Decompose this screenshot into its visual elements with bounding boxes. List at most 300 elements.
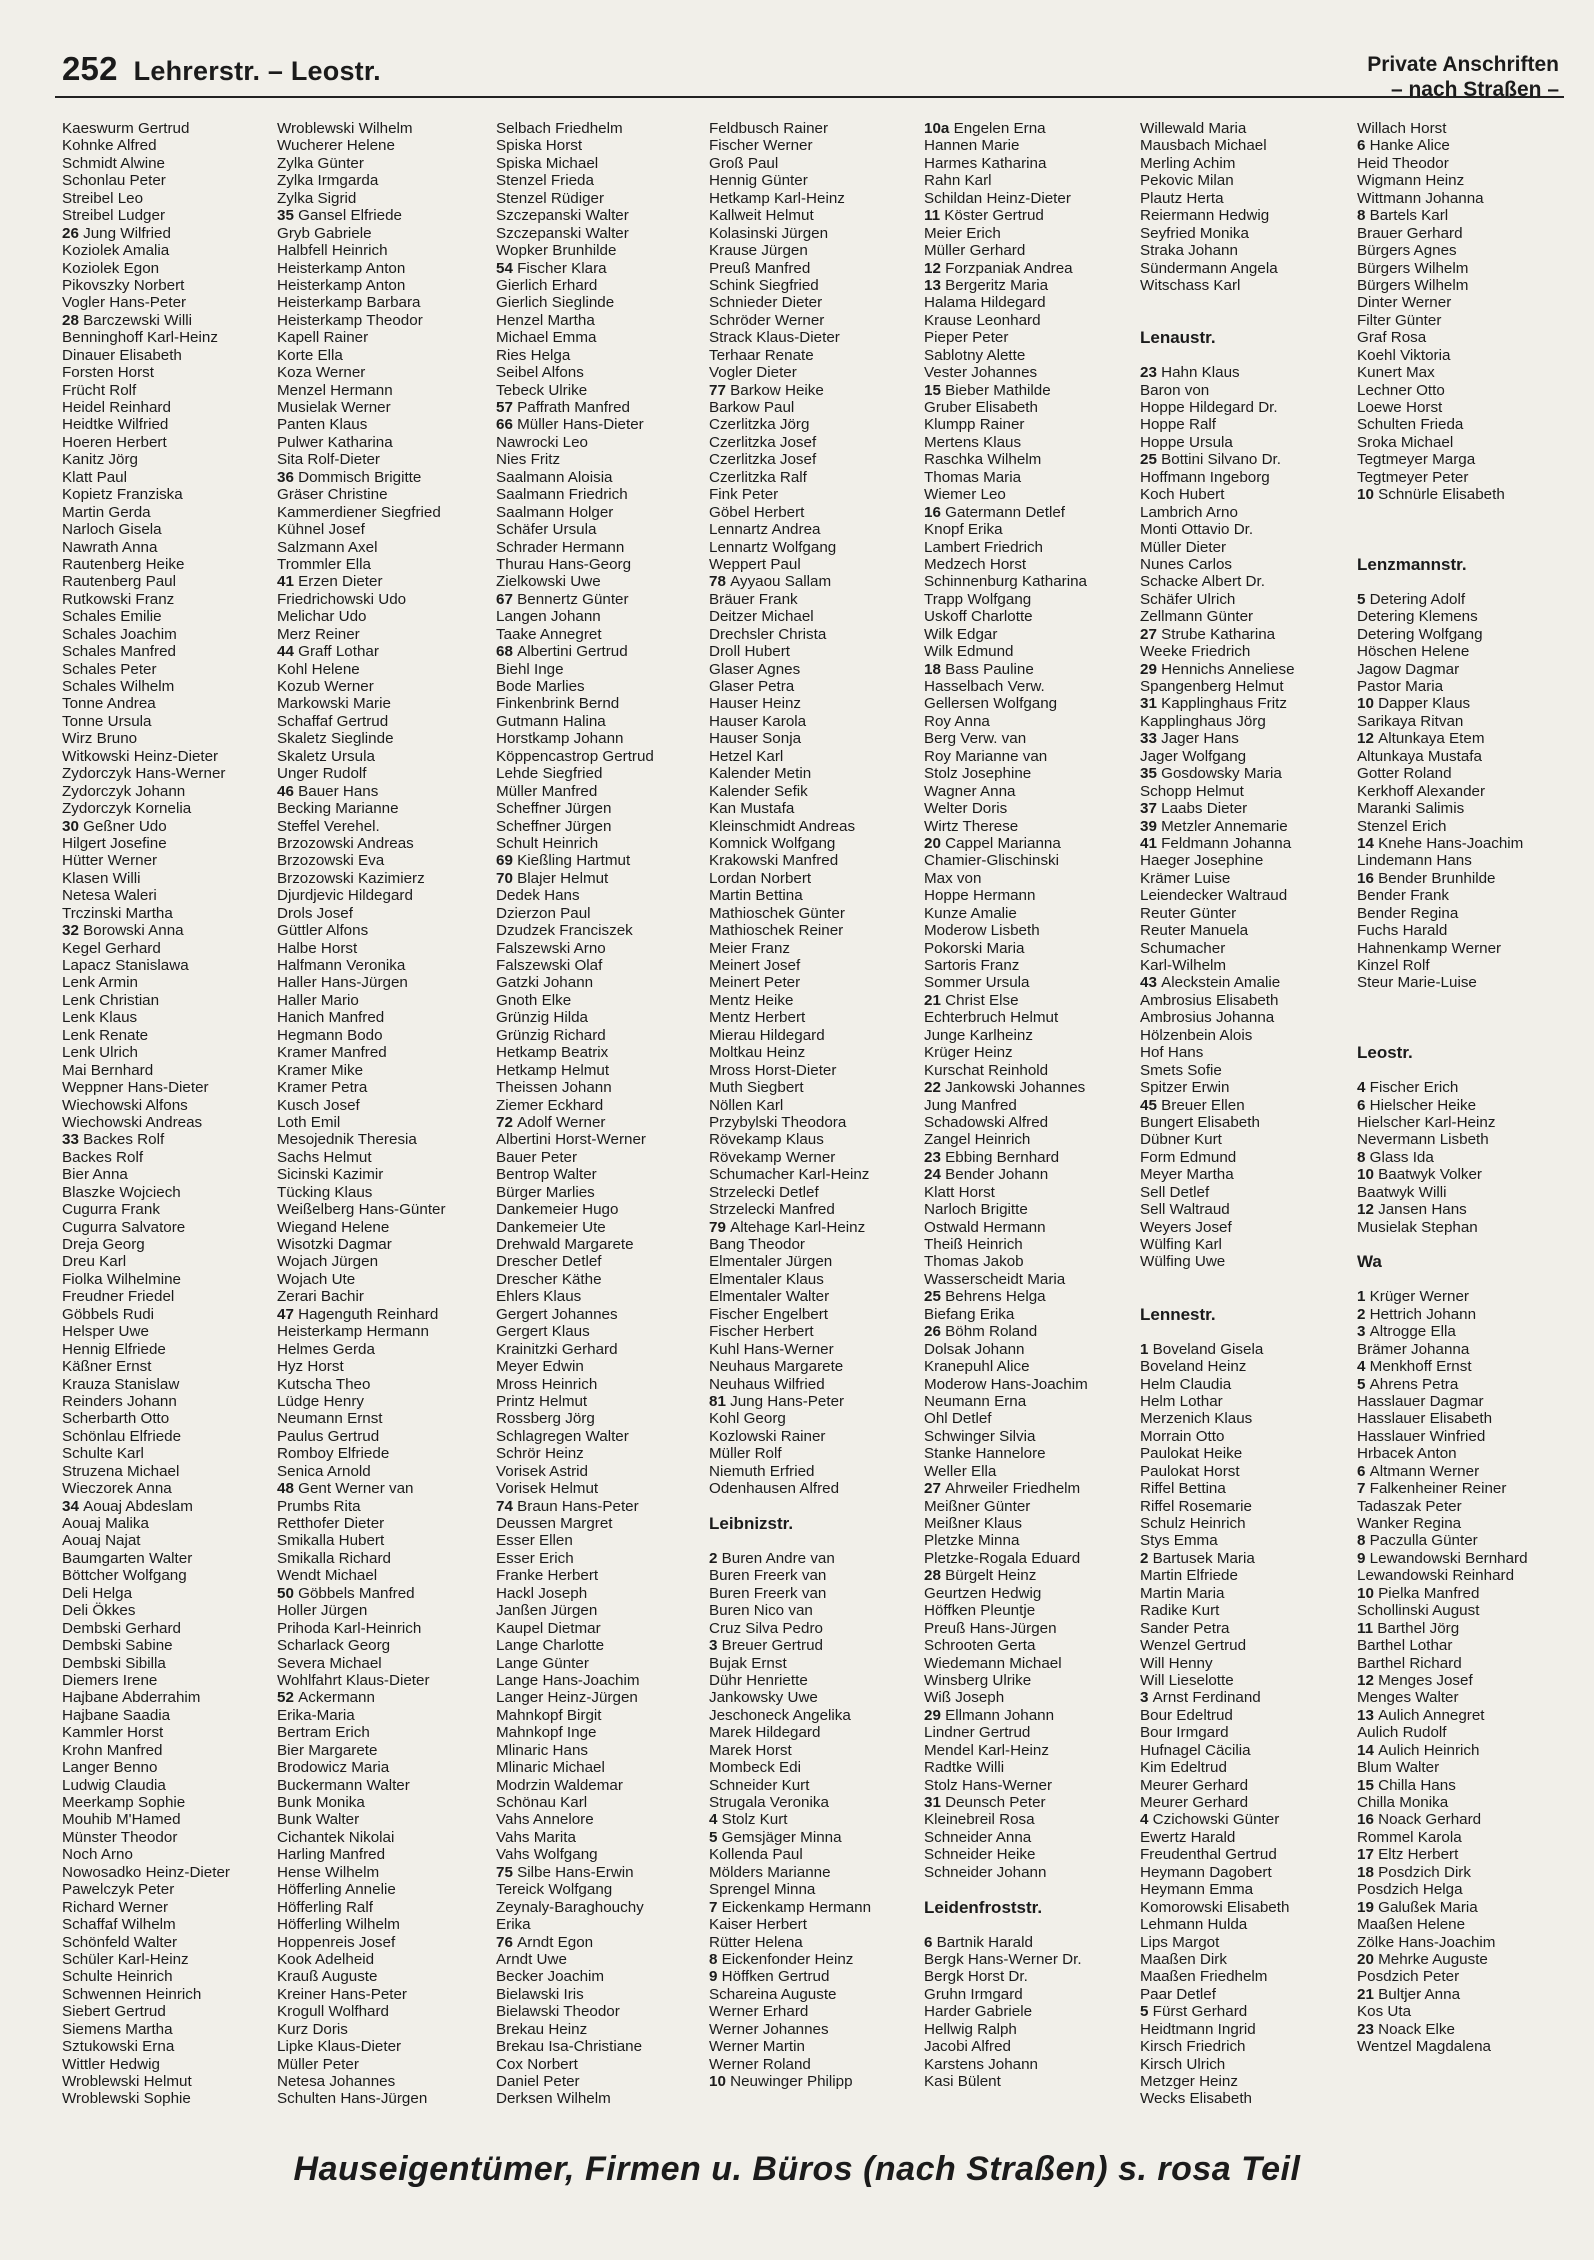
resident-entry: Derksen Wilhelm bbox=[496, 2090, 611, 2108]
resident-entry: Witschass Karl bbox=[1140, 276, 1241, 294]
spacer bbox=[1357, 573, 1557, 590]
resident-entry: 5 Ahrens Petra bbox=[1357, 1375, 1459, 1393]
footer-note: Hauseigentümer, Firmen u. Büros (nach Straßen) s. rosa Teil bbox=[293, 2150, 1301, 2188]
resident-entry: 29 Hennichs Anneliese bbox=[1140, 660, 1295, 678]
resident-entry: Pulwer Katharina bbox=[277, 433, 393, 451]
resident-entry: Czerlitzka Jörg bbox=[709, 416, 810, 434]
resident-entry: Plautz Herta bbox=[1140, 189, 1224, 207]
resident-entry: Krüger Heinz bbox=[924, 1044, 1013, 1062]
resident-entry: Kusch Josef bbox=[277, 1096, 360, 1114]
resident-entry: 11 Köster Gertrud bbox=[924, 207, 1044, 225]
resident-entry: Cichantek Nikolai bbox=[277, 1828, 395, 1846]
resident-entry: Kan Mustafa bbox=[709, 800, 795, 818]
resident-entry: Bunk Monika bbox=[277, 1794, 365, 1811]
resident-entry: Medzech Horst bbox=[924, 555, 1027, 573]
house-number: 25 bbox=[924, 1288, 946, 1306]
resident-entry: Narloch Gisela bbox=[62, 521, 162, 539]
resident-entry: Lips Margot bbox=[1140, 1933, 1220, 1951]
resident-entry: Bertram Erich bbox=[277, 1724, 370, 1742]
resident-entry: Münster Theodor bbox=[62, 1828, 178, 1846]
resident-entry: Hoppe Ursula bbox=[1140, 433, 1233, 451]
resident-entry: Hasselbach Verw. bbox=[924, 678, 1045, 695]
resident-entry: Krainitzki Gerhard bbox=[496, 1340, 618, 1358]
resident-entry: Käßner Ernst bbox=[62, 1358, 152, 1376]
house-number: 2 bbox=[709, 1549, 722, 1567]
column-5 bbox=[924, 120, 1130, 2090]
resident-entry: Hackl Joseph bbox=[496, 1584, 588, 1602]
resident-entry: Heid Theodor bbox=[1357, 154, 1449, 172]
resident-entry: Seibel Alfons bbox=[496, 364, 584, 382]
resident-entry: Wiechowski Alfons bbox=[62, 1096, 188, 1114]
resident-entry: Retthofer Dieter bbox=[277, 1515, 385, 1532]
house-number: 45 bbox=[1140, 1096, 1162, 1114]
resident-entry: Freudner Friedel bbox=[62, 1288, 175, 1306]
resident-entry: Weyers Josef bbox=[1140, 1218, 1232, 1236]
resident-entry: Hielscher Karl-Heinz bbox=[1357, 1113, 1496, 1131]
resident-entry: Mahnkopf Inge bbox=[496, 1724, 597, 1742]
house-number: 3 bbox=[1357, 1323, 1370, 1341]
house-number: 33 bbox=[62, 1131, 84, 1149]
house-number: 10a bbox=[924, 120, 954, 137]
resident-entry: Knopf Erika bbox=[924, 521, 1003, 539]
resident-entry: Przybylski Theodora bbox=[709, 1113, 847, 1131]
house-number: 39 bbox=[1140, 817, 1162, 835]
house-number: 4 bbox=[1140, 1811, 1153, 1829]
resident-entry: Geurtzen Hedwig bbox=[924, 1584, 1042, 1602]
house-number: 16 bbox=[1357, 1811, 1379, 1829]
resident-entry: Thomas Maria bbox=[924, 468, 1022, 486]
resident-entry: Schales Emilie bbox=[62, 608, 162, 626]
resident-entry: Komnick Wolfgang bbox=[709, 834, 836, 852]
resident-entry: Mertens Klaus bbox=[924, 433, 1022, 451]
resident-entry: Heidel Reinhard bbox=[62, 399, 171, 416]
resident-entry: Meier Franz bbox=[709, 939, 791, 957]
resident-entry: 1 Krüger Werner bbox=[1357, 1288, 1469, 1306]
house-number: 44 bbox=[277, 643, 299, 661]
resident-entry: Wisotzki Dagmar bbox=[277, 1236, 392, 1253]
resident-entry: Graf Rosa bbox=[1357, 329, 1427, 347]
resident-entry: Altunkaya Mustafa bbox=[1357, 747, 1482, 765]
house-number: 31 bbox=[1140, 695, 1162, 713]
resident-entry: Nowosadko Heinz-Dieter bbox=[62, 1863, 230, 1881]
resident-entry: Streibel Ludger bbox=[62, 207, 166, 225]
resident-entry: Gatzki Johann bbox=[496, 974, 594, 992]
resident-entry: Posdzich Helga bbox=[1357, 1881, 1463, 1899]
house-number: 36 bbox=[277, 468, 299, 486]
resident-entry: Markowski Marie bbox=[277, 695, 391, 713]
resident-entry: Loewe Horst bbox=[1357, 399, 1443, 416]
resident-entry: Haller Mario bbox=[277, 991, 359, 1009]
resident-entry: Kramer Petra bbox=[277, 1079, 368, 1097]
house-number: 8 bbox=[709, 1950, 722, 1968]
resident-entry: Helm Claudia bbox=[1140, 1375, 1232, 1393]
house-number: 4 bbox=[1357, 1079, 1370, 1097]
resident-entry: Backes Rolf bbox=[62, 1148, 144, 1166]
resident-entry: Moderow Lisbeth bbox=[924, 922, 1040, 940]
resident-entry: Hof Hans bbox=[1140, 1044, 1204, 1062]
resident-entry: Vorisek Astrid bbox=[496, 1462, 589, 1480]
resident-entry: Schnieder Dieter bbox=[709, 294, 823, 312]
resident-entry: Siebert Gertrud bbox=[62, 2003, 166, 2021]
resident-entry: Meinert Peter bbox=[709, 974, 801, 992]
resident-entry: Biefang Erika bbox=[924, 1305, 1015, 1323]
resident-entry: Buckermann Walter bbox=[277, 1776, 410, 1794]
resident-entry: Gierlich Sieglinde bbox=[496, 294, 615, 312]
resident-entry: Smets Sofie bbox=[1140, 1061, 1222, 1079]
house-number: 26 bbox=[924, 1323, 946, 1341]
resident-entry: Schneider Johann bbox=[924, 1863, 1047, 1881]
house-number: 26 bbox=[62, 224, 84, 242]
resident-entry: Buren Freerk van bbox=[709, 1567, 827, 1585]
house-number: 13 bbox=[924, 276, 946, 294]
page-header bbox=[62, 50, 381, 88]
resident-entry: Weeke Friedrich bbox=[1140, 643, 1251, 661]
resident-entry: 76 Arndt Egon bbox=[496, 1933, 594, 1951]
resident-entry: Brzozowski Kazimierz bbox=[277, 869, 425, 887]
resident-entry: Fuchs Harald bbox=[1357, 922, 1448, 940]
resident-entry: Heisterkamp Anton bbox=[277, 276, 406, 294]
resident-entry: Drehwald Margarete bbox=[496, 1236, 634, 1253]
resident-entry: Spitzer Erwin bbox=[1140, 1079, 1230, 1097]
resident-entry: 12 Forzpaniak Andrea bbox=[924, 259, 1073, 277]
resident-entry: Will Lieselotte bbox=[1140, 1671, 1234, 1689]
resident-entry: 27 Ahrweiler Friedhelm bbox=[924, 1480, 1081, 1498]
resident-entry: Schüler Karl-Heinz bbox=[62, 1950, 189, 1968]
house-number: 31 bbox=[924, 1794, 946, 1811]
resident-entry: Harder Gabriele bbox=[924, 2003, 1033, 2021]
resident-entry: Prumbs Rita bbox=[277, 1497, 361, 1515]
resident-entry: 31 Deunsch Peter bbox=[924, 1794, 1046, 1811]
resident-entry: 46 Bauer Hans bbox=[277, 782, 379, 800]
resident-entry: Wiedemann Michael bbox=[924, 1654, 1062, 1672]
resident-entry: Preuß Manfred bbox=[709, 259, 811, 277]
resident-entry: Uskoff Charlotte bbox=[924, 608, 1033, 626]
resident-entry: Karstens Johann bbox=[924, 2055, 1038, 2073]
resident-entry: Wiechowski Andreas bbox=[62, 1113, 203, 1131]
resident-entry: 5 Fürst Gerhard bbox=[1140, 2003, 1248, 2021]
resident-entry: Haller Hans-Jürgen bbox=[277, 974, 408, 992]
resident-entry: Schink Siegfried bbox=[709, 276, 819, 294]
house-number: 33 bbox=[1140, 730, 1162, 748]
resident-entry: Zellmann Günter bbox=[1140, 608, 1254, 626]
resident-entry: Bender Regina bbox=[1357, 904, 1459, 922]
resident-entry: Arndt Uwe bbox=[496, 1950, 567, 1968]
resident-entry: Dreu Karl bbox=[62, 1253, 127, 1271]
resident-entry: 16 Noack Gerhard bbox=[1357, 1811, 1482, 1829]
resident-entry: Bürger Marlies bbox=[496, 1183, 595, 1201]
resident-entry: Hoeren Herbert bbox=[62, 433, 167, 451]
resident-entry: 78 Ayyaou Sallam bbox=[709, 573, 832, 591]
resident-entry: Chilla Monika bbox=[1357, 1794, 1449, 1811]
house-number: 14 bbox=[1357, 834, 1379, 852]
resident-entry: Schumacher bbox=[1140, 939, 1226, 957]
resident-entry: Sell Detlef bbox=[1140, 1183, 1210, 1201]
resident-entry: 12 Menges Josef bbox=[1357, 1671, 1473, 1689]
resident-entry: Schwinger Silvia bbox=[924, 1427, 1036, 1445]
resident-entry: Hajbane Saadia bbox=[62, 1706, 171, 1724]
house-number: 47 bbox=[277, 1305, 299, 1323]
resident-entry: Zylka Sigrid bbox=[277, 189, 357, 207]
resident-entry: Kollenda Paul bbox=[709, 1846, 803, 1864]
resident-entry: Elmentaler Klaus bbox=[709, 1270, 824, 1288]
resident-entry: Musielak Werner bbox=[277, 399, 391, 416]
resident-entry: Cugurra Frank bbox=[62, 1201, 160, 1219]
resident-entry: Gryb Gabriele bbox=[277, 224, 372, 242]
resident-entry: Detering Klemens bbox=[1357, 608, 1478, 626]
house-number: 52 bbox=[277, 1689, 299, 1707]
house-number: 27 bbox=[1140, 625, 1162, 643]
resident-entry: Nevermann Lisbeth bbox=[1357, 1131, 1489, 1149]
resident-entry: Stolz Hans-Werner bbox=[924, 1776, 1053, 1794]
resident-entry: 32 Borowski Anna bbox=[62, 922, 184, 940]
resident-entry: Rossberg Jörg bbox=[496, 1410, 595, 1428]
column-3 bbox=[496, 120, 702, 2108]
resident-entry: Werner Martin bbox=[709, 2038, 805, 2056]
resident-entry: Klatt Horst bbox=[924, 1183, 995, 1201]
resident-entry: Rautenberg Paul bbox=[62, 573, 176, 591]
resident-entry: Unger Rudolf bbox=[277, 765, 367, 783]
resident-entry: Wieczorek Anna bbox=[62, 1480, 172, 1498]
resident-entry: Schulten Frieda bbox=[1357, 416, 1464, 434]
resident-entry: Wenzel Gertrud bbox=[1140, 1637, 1247, 1655]
resident-entry: Müller Manfred bbox=[496, 782, 598, 800]
resident-entry: Pletzke-Rogala Eduard bbox=[924, 1549, 1081, 1567]
resident-entry: Mausbach Michael bbox=[1140, 137, 1267, 155]
resident-entry: Stanke Hannelore bbox=[924, 1445, 1046, 1463]
resident-entry: Mentz Heike bbox=[709, 991, 794, 1009]
resident-entry: Saalmann Friedrich bbox=[496, 486, 628, 504]
resident-entry: Musielak Stephan bbox=[1357, 1218, 1478, 1236]
resident-entry: Bungert Elisabeth bbox=[1140, 1113, 1260, 1131]
resident-entry: Kozlowski Rainer bbox=[709, 1427, 826, 1445]
resident-entry: Lordan Norbert bbox=[709, 869, 812, 887]
resident-entry: Ziemer Eckhard bbox=[496, 1096, 604, 1114]
house-number: 72 bbox=[496, 1113, 518, 1131]
house-number: 11 bbox=[1357, 1619, 1378, 1637]
spacer bbox=[1140, 1323, 1346, 1340]
resident-entry: Zydorczyk Kornelia bbox=[62, 800, 192, 818]
resident-entry: Meier Erich bbox=[924, 224, 1001, 242]
resident-entry: Schareina Auguste bbox=[709, 1985, 837, 2003]
resident-entry: Fischer Engelbert bbox=[709, 1305, 829, 1323]
resident-entry: Neumann Erna bbox=[924, 1392, 1027, 1410]
resident-entry: Schult Heinrich bbox=[496, 834, 599, 852]
resident-entry: Moderow Hans-Joachim bbox=[924, 1375, 1088, 1393]
resident-entry: Wigmann Heinz bbox=[1357, 172, 1465, 190]
resident-entry: Grünzig Richard bbox=[496, 1026, 606, 1044]
resident-entry: Tebeck Ulrike bbox=[496, 381, 588, 399]
resident-entry: Dankemeier Hugo bbox=[496, 1201, 619, 1219]
resident-entry: Brauer Gerhard bbox=[1357, 224, 1463, 242]
resident-entry: 12 Jansen Hans bbox=[1357, 1201, 1467, 1219]
resident-entry: Narloch Brigitte bbox=[924, 1201, 1028, 1219]
resident-entry: Bunk Walter bbox=[277, 1811, 360, 1829]
house-number: 15 bbox=[924, 381, 946, 399]
resident-entry: 70 Blajer Helmut bbox=[496, 869, 609, 887]
house-number: 34 bbox=[62, 1497, 84, 1515]
resident-entry: Straka Johann bbox=[1140, 242, 1238, 260]
resident-entry: Dübner Kurt bbox=[1140, 1131, 1222, 1149]
spacer bbox=[924, 1881, 1130, 1898]
resident-entry: Heidtke Wilfried bbox=[62, 416, 169, 434]
resident-entry: Wentzel Magdalena bbox=[1357, 2038, 1491, 2056]
resident-entry: Wirtz Therese bbox=[924, 817, 1019, 835]
resident-entry: 27 Strube Katharina bbox=[1140, 625, 1276, 643]
resident-entry: 7 Eickenkamp Hermann bbox=[709, 1898, 872, 1916]
resident-entry: Kohnke Alfred bbox=[62, 137, 157, 155]
resident-entry: Mlinaric Hans bbox=[496, 1741, 588, 1759]
resident-entry: Neuhaus Margarete bbox=[709, 1358, 844, 1376]
resident-entry: Bang Theodor bbox=[709, 1236, 805, 1253]
resident-entry: 25 Bottini Silvano Dr. bbox=[1140, 451, 1281, 469]
resident-entry: Schwennen Heinrich bbox=[62, 1985, 202, 2003]
resident-entry: Kunert Max bbox=[1357, 364, 1435, 382]
resident-entry: Zerari Bachir bbox=[277, 1288, 364, 1306]
resident-entry: Saalmann Aloisia bbox=[496, 468, 613, 486]
house-number: 27 bbox=[924, 1480, 946, 1498]
resident-entry: Maaßen Friedhelm bbox=[1140, 1968, 1268, 1986]
resident-entry: Michael Emma bbox=[496, 329, 597, 347]
resident-entry: Helmes Gerda bbox=[277, 1340, 375, 1358]
resident-entry: Schales Joachim bbox=[62, 625, 177, 643]
resident-entry: Hetzel Karl bbox=[709, 747, 784, 765]
resident-entry: 31 Kapplinghaus Fritz bbox=[1140, 695, 1287, 713]
resident-entry: Elmentaler Jürgen bbox=[709, 1253, 833, 1271]
resident-entry: Gergert Johannes bbox=[496, 1305, 618, 1323]
resident-entry: Czerlitzka Josef bbox=[709, 433, 817, 451]
resident-entry: Will Henny bbox=[1140, 1654, 1213, 1672]
resident-entry: Pawelczyk Peter bbox=[62, 1881, 175, 1899]
resident-entry: Ries Helga bbox=[496, 346, 571, 364]
resident-entry: Strack Klaus-Dieter bbox=[709, 329, 840, 347]
resident-entry: Sartoris Franz bbox=[924, 957, 1020, 974]
resident-entry: 10 Baatwyk Volker bbox=[1357, 1166, 1482, 1184]
resident-entry: Kohl Helene bbox=[277, 660, 360, 678]
resident-entry: Nöllen Karl bbox=[709, 1096, 784, 1114]
resident-entry: Kirsch Ulrich bbox=[1140, 2055, 1226, 2073]
resident-entry: Gutmann Halina bbox=[496, 712, 606, 730]
resident-entry: Vahs Marita bbox=[496, 1828, 576, 1846]
resident-entry: Neumann Ernst bbox=[277, 1410, 383, 1428]
house-number: 4 bbox=[709, 1811, 722, 1829]
resident-entry: Trommler Ella bbox=[277, 555, 371, 573]
resident-entry: Schulz Heinrich bbox=[1140, 1515, 1246, 1532]
resident-entry: Müller Gerhard bbox=[924, 242, 1026, 260]
resident-entry: Detering Wolfgang bbox=[1357, 625, 1483, 643]
resident-entry: 8 Bartels Karl bbox=[1357, 207, 1449, 225]
resident-entry: Heisterkamp Barbara bbox=[277, 294, 421, 312]
resident-entry: Dembski Sabine bbox=[62, 1637, 173, 1655]
resident-entry: Heymann Dagobert bbox=[1140, 1863, 1272, 1881]
house-number: 78 bbox=[709, 573, 731, 591]
resident-entry: Dinauer Elisabeth bbox=[62, 346, 182, 364]
resident-entry: Heisterkamp Anton bbox=[277, 259, 406, 277]
resident-entry: Wohlfahrt Klaus-Dieter bbox=[277, 1671, 430, 1689]
resident-entry: Kleinebreil Rosa bbox=[924, 1811, 1035, 1829]
resident-entry: Taake Annegret bbox=[496, 625, 602, 643]
resident-entry: Koziolek Amalia bbox=[62, 242, 170, 260]
resident-entry: Hrbacek Anton bbox=[1357, 1445, 1457, 1463]
resident-entry: Wagner Anna bbox=[924, 782, 1016, 800]
resident-entry: Lindner Gertrud bbox=[924, 1724, 1031, 1742]
resident-entry: Marek Horst bbox=[709, 1741, 792, 1759]
resident-entry: Pieper Peter bbox=[924, 329, 1009, 347]
resident-entry: Mai Bernhard bbox=[62, 1061, 154, 1079]
resident-entry: Schopp Helmut bbox=[1140, 782, 1244, 800]
resident-entry: Sroka Michael bbox=[1357, 433, 1454, 451]
resident-entry: Ambrosius Elisabeth bbox=[1140, 991, 1279, 1009]
house-number: 70 bbox=[496, 869, 518, 887]
resident-entry: Hoppe Hildegard Dr. bbox=[1140, 399, 1278, 416]
spacer bbox=[709, 1532, 915, 1549]
resident-entry: Sell Waltraud bbox=[1140, 1201, 1230, 1219]
resident-entry: 10 Schnürle Elisabeth bbox=[1357, 486, 1505, 504]
resident-entry: Kopietz Franziska bbox=[62, 486, 183, 504]
resident-entry: Lange Hans-Joachim bbox=[496, 1671, 640, 1689]
resident-entry: Seyfried Monika bbox=[1140, 224, 1249, 242]
resident-entry: Heisterkamp Theodor bbox=[277, 311, 423, 329]
resident-entry: Lenk Renate bbox=[62, 1026, 149, 1044]
resident-entry: Martin Bettina bbox=[709, 887, 803, 905]
resident-entry: Mölders Marianne bbox=[709, 1863, 831, 1881]
resident-entry: Scherbarth Otto bbox=[62, 1410, 170, 1428]
resident-entry: Sarikaya Ritvan bbox=[1357, 712, 1464, 730]
resident-entry: 8 Paczulla Günter bbox=[1357, 1532, 1478, 1550]
house-number: 20 bbox=[924, 834, 946, 852]
resident-entry: Senica Arnold bbox=[277, 1462, 371, 1480]
resident-entry: Smikalla Richard bbox=[277, 1549, 391, 1567]
resident-entry: Hilgert Josefine bbox=[62, 834, 167, 852]
resident-entry: Schulte Heinrich bbox=[62, 1968, 173, 1986]
resident-entry: Henzel Martha bbox=[496, 311, 595, 329]
resident-entry: 72 Adolf Werner bbox=[496, 1113, 606, 1131]
resident-entry: Rahn Karl bbox=[924, 172, 992, 190]
resident-entry: Glaser Petra bbox=[709, 678, 795, 695]
resident-entry: Merz Reiner bbox=[277, 625, 360, 643]
resident-entry: Kozub Werner bbox=[277, 678, 374, 695]
resident-entry: Helsper Uwe bbox=[62, 1323, 149, 1341]
header-rule bbox=[55, 96, 1564, 98]
resident-entry: Göbel Herbert bbox=[709, 503, 805, 521]
resident-entry: Langer Heinz-Jürgen bbox=[496, 1689, 638, 1707]
house-number: 20 bbox=[1357, 1950, 1379, 1968]
resident-entry: Welter Doris bbox=[924, 800, 1008, 818]
resident-entry: Szczepanski Walter bbox=[496, 224, 629, 242]
resident-entry: Nunes Carlos bbox=[1140, 555, 1233, 573]
resident-entry: Wroblewski Wilhelm bbox=[277, 120, 413, 137]
resident-entry: Kreiner Hans-Peter bbox=[277, 1985, 407, 2003]
resident-entry: Kurschat Reinhold bbox=[924, 1061, 1049, 1079]
resident-entry: Helm Lothar bbox=[1140, 1392, 1223, 1410]
resident-entry: 35 Gansel Elfriede bbox=[277, 207, 402, 225]
resident-entry: Lenk Christian bbox=[62, 991, 160, 1009]
resident-entry: Schneider Kurt bbox=[709, 1776, 810, 1794]
resident-entry: Bour Edeltrud bbox=[1140, 1706, 1233, 1724]
resident-entry: Tonne Ursula bbox=[62, 712, 152, 730]
resident-entry: Werner Johannes bbox=[709, 2020, 829, 2038]
resident-entry: Hauser Karola bbox=[709, 712, 807, 730]
resident-entry: Kasi Bülent bbox=[924, 2073, 1001, 2090]
house-number: 69 bbox=[496, 852, 518, 870]
resident-entry: Winsberg Ulrike bbox=[924, 1671, 1032, 1689]
resident-entry: Lenk Klaus bbox=[62, 1009, 138, 1027]
resident-entry: Maaßen Helene bbox=[1357, 1916, 1466, 1934]
spacer bbox=[1357, 1027, 1557, 1044]
house-number: 6 bbox=[1357, 1462, 1370, 1480]
resident-entry: Fiolka Wilhelmine bbox=[62, 1270, 182, 1288]
resident-entry: 33 Backes Rolf bbox=[62, 1131, 165, 1149]
resident-entry: Wilk Edgar bbox=[924, 625, 998, 643]
